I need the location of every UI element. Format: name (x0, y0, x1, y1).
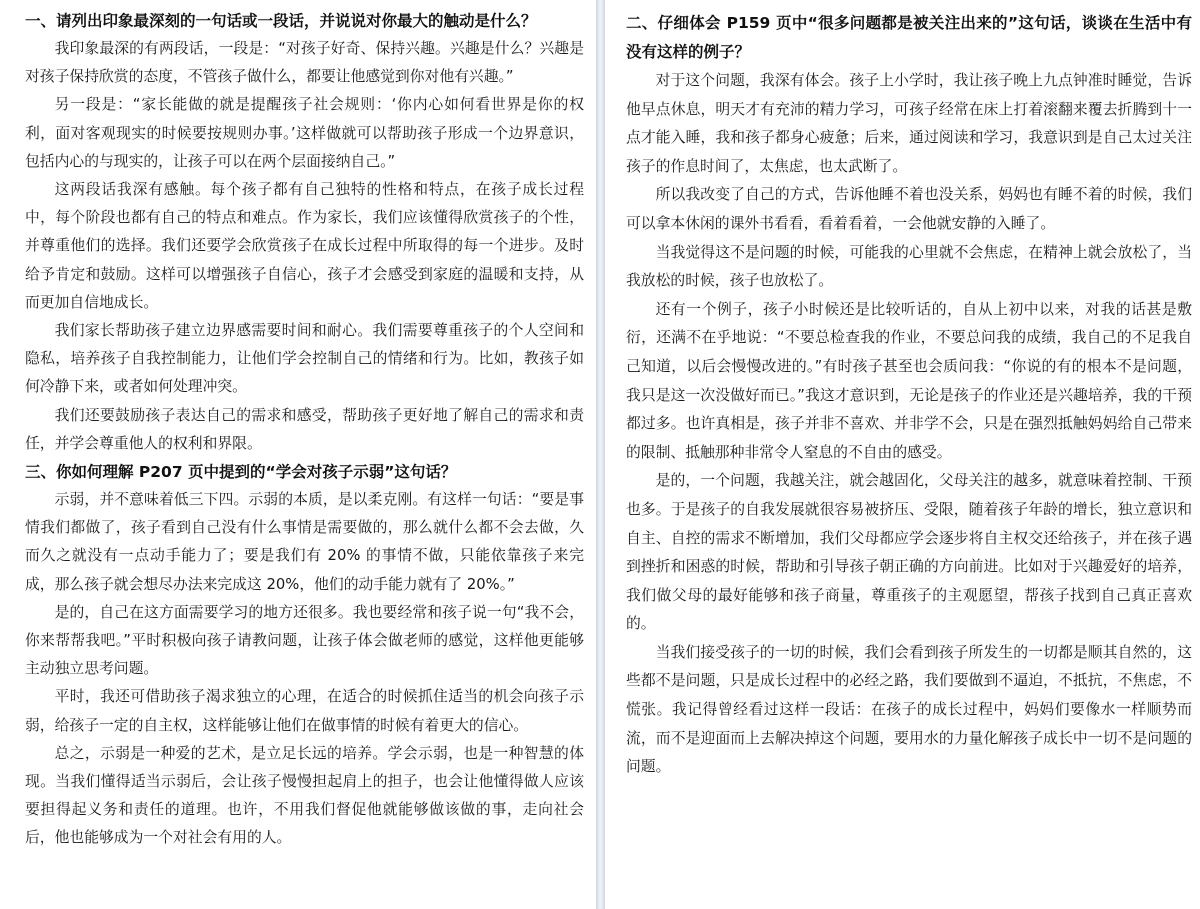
section1-paragraph-4: 我们家长帮助孩子建立边界感需要时间和耐心。我们需要尊重孩子的个人空间和隐私，培养孩子自我控制能力，让他们学会控制自己的情绪和行为。比如，教孩子如何冷静下来，或者如何处理冲突。 (25, 322, 584, 396)
section1-paragraph-2: 另一段是：“家长能做的就是提醒孩子社会规则：‘你内心如何看世界是你的权利，面对客观现实的时候要按规则办事。’这样做就可以帮助孩子形成一个边界意识，包括内心的与现实的，让孩子可以在两个层面接纳自己。” (25, 96, 584, 170)
section2-paragraph-5: 是的，一个问题，我越关注，就会越固化，父母关注的越多，就意味着控制、干预也多。于是孩子的自我发展就很容易被挤压、受限，随着孩子年龄的增长，独立意识和自主、自控的需求不断增加，我们父母都应学会逐步将自主权交还给孩子，并在孩子遇到挫折和困惑的时候，帮助和引导孩子朝正确的方向前进。比如对于兴趣爱好的培养，我们做父母的最好能够和孩子商量，尊重孩子的主观愿望，帮孩子找到自己真正喜欢的。 (626, 472, 1192, 633)
section2-paragraph-3: 当我觉得这不是问题的时候，可能我的心里就不会焦虑，在精神上就会放松了，当我放松的时候，孩子也放松了。 (626, 243, 1192, 290)
section3-paragraph-1: 示弱，并不意味着低三下四。示弱的本质，是以柔克刚。有这样一句话：“要是事情我们都做了，孩子看到自己没有什么事情是需要做的，那么就什么都不会去做，久而久之就没有一点动手能力了；要是我们有 20% 的事情不做，只能依靠孩子来完成，那么孩子就会想尽办法来完成这 20%，他们的动手能力就有了 20%。” (25, 491, 584, 593)
left-page (0, 0, 596, 909)
section3-heading: 三、你如何理解 P207 页中提到的“学会对孩子示弱”这句话？ (25, 463, 457, 482)
section2-paragraph-4: 还有一个例子，孩子小时候还是比较听话的，自从上初中以来，对我的话甚是敷衍，还满不在乎地说：“不要总检查我的作业，不要总问我的成绩，我自己的不足我自己知道，以后会慢慢改进的。”有时孩子甚至也会质问我：“你说的有的根本不是问题，我只是这一次没做好而已。”我这才意识到，无论是孩子的作业还是兴趣培养，我的干预都过多。也许真相是，孩子并非不喜欢、并非学不会，只是在强烈抵触妈妈给自己带来的限制、抵触那种非常令人窒息的不自由的感受。 (626, 300, 1192, 461)
section1-paragraph-3: 这两段话我深有感触。每个孩子都有自己独特的性格和特点，在孩子成长过程中，每个阶段也都有自己的特点和难点。作为家长，我们应该懂得欣赏孩子的个性，并尊重他们的选择。我们还要学会欣赏孩子在成长过程中所取得的每一个进步。及时给予肯定和鼓励。这样可以增强孩子自信心，孩子才会感受到家庭的温暖和支持，从而更加自信地成长。 (25, 181, 584, 311)
section2-heading: 二、仔细体会 P159 页中“很多问题都是被关注出来的”这句话，谈谈在生活中有没有这样的例子？ (626, 14, 1192, 61)
section2-paragraph-6: 当我们接受孩子的一切的时候，我们会看到孩子所发生的一切都是顺其自然的，这些都不是问题，只是成长过程中的必经之路，我们要做到不逼迫，不抵抗，不焦虑，不慌张。我记得曾经看过这样一段话：在孩子的成长过程中，妈妈们要像水一样顺势而流，而不是迎面而上去解决掉这个问题，要用水的力量化解孩子成长中一切不是问题的问题。 (626, 643, 1192, 776)
section1-paragraph-5: 我们还要鼓励孩子表达自己的需求和感受，帮助孩子更好地了解自己的需求和责任，并学会尊重他人的权利和界限。 (25, 406, 584, 452)
section2-paragraph-2: 所以我改变了自己的方式，告诉他睡不着也没关系，妈妈也有睡不着的时候，我们可以拿本休闲的课外书看看，看着看着，一会他就安静的入睡了。 (626, 186, 1192, 232)
section3-paragraph-2: 是的，自己在这方面需要学习的地方还很多。我也要经常和孩子说一句“我不会，你来帮帮我吧。”平时积极向孩子请教问题，让孩子体会做老师的感觉，这样他更能够主动独立思考问题。 (25, 603, 584, 678)
section1-heading: 一、请列出印象最深刻的一句话或一段话，并说说对你最大的触动是什么？ (25, 12, 537, 30)
section1-paragraph-1: 我印象最深的有两段话，一段是：“对孩子好奇、保持兴趣。兴趣是什么？兴趣是对孩子保持欣赏的态度，不管孩子做什么，都要让他感觉到你对他有兴趣。” (25, 40, 584, 86)
section3-paragraph-4: 总之，示弱是一种爱的艺术，是立足长远的培养。学会示弱，也是一种智慧的体现。当我们懂得适当示弱后，会让孩子慢慢担起肩上的担子，也会让他懂得做人应该要担得起义务和责任的道理。也许，不用我们督促他就能够做该做的事，走向社会后，他也能够成为一个对社会有用的人。 (25, 744, 584, 847)
section3-paragraph-3: 平时，我还可借助孩子渴求独立的心理，在适合的时候抓住适当的机会向孩子示弱，给孩子一定的自主权，这样能够让他们在做事情的时候有着更大的信心。 (25, 688, 584, 734)
right-page (605, 0, 1200, 909)
page-gutter (596, 0, 605, 909)
section2-paragraph-1: 对于这个问题，我深有体会。孩子上小学时，我让孩子晚上九点钟准时睡觉，告诉他早点休息，明天才有充沛的精力学习，可孩子经常在床上打着滚翻来覆去折腾到十一点才能入睡，我和孩子都身心疲惫；后来，通过阅读和学习，我意识到是自己太过关注孩子的作息时间了，太焦虑，也太武断了。 (626, 72, 1192, 175)
